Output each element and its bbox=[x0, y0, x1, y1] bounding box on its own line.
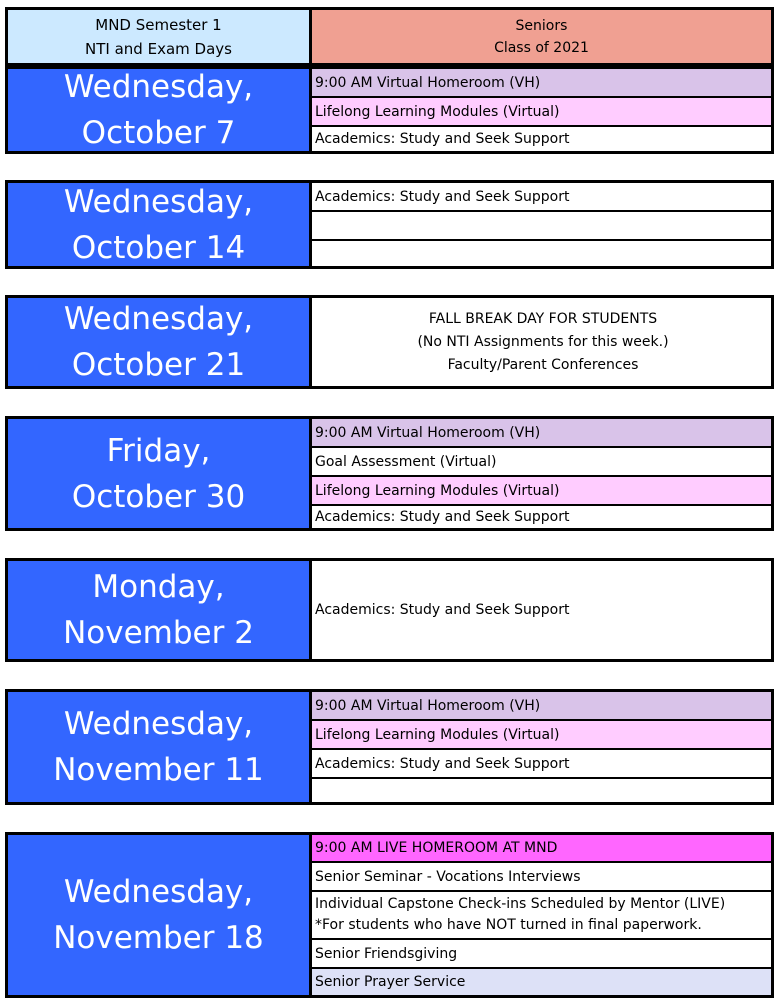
day-weekday: Wednesday, bbox=[63, 183, 254, 220]
capstone-checkins-row bbox=[312, 892, 771, 940]
header-group: Seniors bbox=[515, 17, 568, 34]
fall-break-note: (No NTI Assignments for this week.) bbox=[417, 333, 669, 350]
fall-break-cell bbox=[312, 298, 771, 386]
fall-break-title: FALL BREAK DAY FOR STUDENTS bbox=[428, 310, 658, 327]
day-weekday: Wednesday, bbox=[63, 706, 254, 742]
lifelong-modules-row: Lifelong Learning Modules (Virtual) bbox=[312, 721, 771, 750]
day-label bbox=[8, 298, 309, 386]
header-subtitle: NTI and Exam Days bbox=[85, 39, 232, 58]
day-label bbox=[8, 561, 309, 659]
empty-row bbox=[312, 241, 771, 266]
academics-row: Academics: Study and Seek Support bbox=[312, 506, 771, 528]
schedule-header bbox=[5, 7, 774, 66]
header-class-cell bbox=[312, 10, 771, 63]
day-block-nov-2 bbox=[5, 558, 774, 662]
lifelong-modules-row: Lifelong Learning Modules (Virtual) bbox=[312, 98, 771, 127]
day-label bbox=[8, 183, 309, 266]
day-items bbox=[312, 69, 771, 151]
day-items bbox=[312, 692, 771, 802]
day-label bbox=[8, 692, 309, 802]
day-items bbox=[312, 835, 771, 995]
day-items bbox=[312, 419, 771, 528]
day-date: October 21 bbox=[71, 347, 246, 383]
academics-row: Academics: Study and Seek Support bbox=[312, 127, 771, 151]
day-items bbox=[312, 298, 771, 386]
day-block-oct-30 bbox=[5, 416, 774, 531]
day-weekday: Monday, bbox=[92, 569, 225, 605]
day-block-nov-18 bbox=[5, 832, 774, 998]
day-label bbox=[8, 69, 309, 151]
day-date: November 2 bbox=[63, 615, 254, 651]
day-weekday: Wednesday, bbox=[63, 69, 254, 105]
empty-row bbox=[312, 779, 771, 802]
virtual-homeroom-row: 9:00 AM Virtual Homeroom (VH) bbox=[312, 69, 771, 98]
day-date: November 11 bbox=[53, 752, 264, 788]
goal-assessment-row: Goal Assessment (Virtual) bbox=[312, 448, 771, 477]
senior-seminar-row: Senior Seminar - Vocations Interviews bbox=[312, 863, 771, 892]
day-weekday: Friday, bbox=[106, 432, 211, 469]
virtual-homeroom-row: 9:00 AM Virtual Homeroom (VH) bbox=[312, 419, 771, 448]
day-weekday: Wednesday, bbox=[63, 874, 254, 910]
day-date: October 30 bbox=[71, 478, 246, 515]
day-date: November 18 bbox=[53, 920, 264, 956]
header-title: MND Semester 1 bbox=[95, 15, 222, 34]
day-block-oct-21 bbox=[5, 295, 774, 389]
empty-row bbox=[312, 212, 771, 241]
friendsgiving-row: Senior Friendsgiving bbox=[312, 940, 771, 969]
capstone-checkins-text: Individual Capstone Check-ins Scheduled by Mentor (LIVE) bbox=[315, 896, 726, 912]
virtual-homeroom-row: 9:00 AM Virtual Homeroom (VH) bbox=[312, 692, 771, 721]
day-date: October 14 bbox=[71, 229, 246, 266]
day-label bbox=[8, 835, 309, 995]
day-block-oct-14 bbox=[5, 180, 774, 269]
capstone-note: *For students who have NOT turned in final paperwork. bbox=[315, 917, 702, 933]
header-class-year: Class of 2021 bbox=[494, 39, 589, 56]
academics-row: Academics: Study and Seek Support bbox=[312, 561, 771, 659]
live-homeroom-row: 9:00 AM LIVE HOMEROOM AT MND bbox=[312, 835, 771, 863]
day-date: October 7 bbox=[81, 115, 236, 151]
lifelong-modules-row: Lifelong Learning Modules (Virtual) bbox=[312, 477, 771, 506]
conferences-note: Faculty/Parent Conferences bbox=[447, 356, 639, 373]
header-title-cell bbox=[8, 10, 309, 63]
academics-row: Academics: Study and Seek Support bbox=[312, 750, 771, 779]
day-block-oct-7 bbox=[5, 66, 774, 154]
prayer-service-row: Senior Prayer Service bbox=[312, 969, 771, 995]
academics-row: Academics: Study and Seek Support bbox=[312, 183, 771, 212]
day-block-nov-11 bbox=[5, 689, 774, 805]
day-label bbox=[8, 419, 309, 528]
day-weekday: Wednesday, bbox=[63, 301, 254, 337]
day-items bbox=[312, 183, 771, 266]
day-items bbox=[312, 561, 771, 659]
